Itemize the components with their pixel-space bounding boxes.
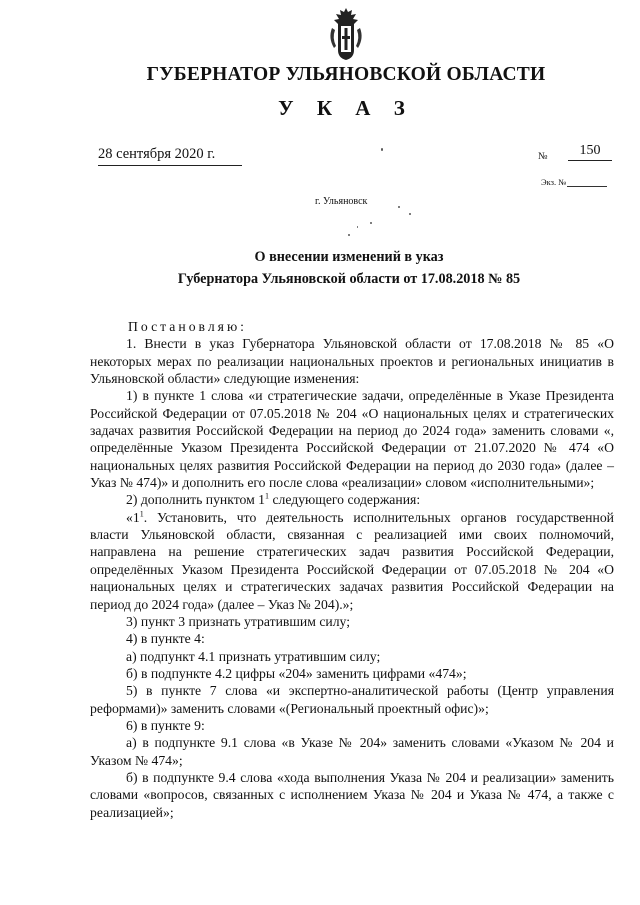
paragraph-1-2: 2) дополнить пунктом $1^1$ следующего содержания: bbox=[126, 491, 421, 508]
scan-speck bbox=[381, 148, 383, 151]
document-subject bbox=[0, 246, 640, 290]
ulyanovsk-coat-of-arms-icon bbox=[326, 6, 366, 62]
city: г. Ульяновск bbox=[315, 196, 368, 207]
paragraph-1-5: 5) в пункте 7 слова «и экспертно-аналитической работы (Центр управления реформами)» заменить словами «(Региональный проектный офис)»; bbox=[90, 683, 614, 716]
document-number: 150 bbox=[568, 143, 612, 161]
paragraph-new-clause: «$1^1$. Установить, что деятельность исполнительных органов государственной власти Ульяновской области, связанная с реализацией ими своих полномочий, направлена на решение стратегических задач развития Российской Федерации, определённых Указом Президента Российской Федерации от 07.05.2018 № 204 «О национальных целях и стратегических задачах развития Российской Федерации на период до 2024 года» (далее – Указ № 204).»; bbox=[90, 509, 614, 612]
authority-title: ГУБЕРНАТОР УЛЬЯНОВСКОЙ ОБЛАСТИ bbox=[146, 64, 546, 85]
copy-number-blank bbox=[567, 186, 607, 187]
copy-label: Экз. № bbox=[541, 177, 567, 187]
paragraph-1-6: 6) в пункте 9: bbox=[126, 717, 205, 733]
document-date: 28 сентября 2020 г. bbox=[98, 146, 216, 162]
scan-speck bbox=[409, 213, 411, 215]
paragraph-1-6-a: а) в подпункте 9.1 слова «в Указе № 204» заменить словами «Указом № 204 и Указом № 474»; bbox=[90, 735, 614, 768]
scan-speck bbox=[370, 222, 372, 224]
paragraph-1-1: 1) в пункте 1 слова «и стратегические задачи, определённые в Указе Президента Российской Федерации от 07.05.2018 № 204 «О национальных целях и стратегических задачах развития Российской Федерации на период до 2024 года» заменить словами «, определённые Указом Президента Российской Федерации от 21.07.2020 № 474 «О национальных целях развития Российской Федерации на период до 2030 года» (далее – Указ № 474)» и дополнить его после слова «реализации» словом «исполнительными»; bbox=[90, 388, 614, 491]
scan-speck bbox=[398, 206, 400, 208]
number-label: № bbox=[538, 151, 548, 162]
document-body bbox=[90, 318, 614, 821]
scan-speck bbox=[357, 226, 358, 228]
paragraph-1-4-b: б) в подпункте 4.2 цифры «204» заменить цифрами «474»; bbox=[126, 665, 467, 681]
subject-line-2: Губернатора Ульяновской области от 17.08.2018 № 85 bbox=[177, 271, 521, 287]
postanovlyayu: Постановляю: bbox=[128, 319, 247, 334]
copy-number bbox=[541, 177, 607, 187]
subject-line-1: О внесении изменений в указ bbox=[254, 249, 444, 265]
paragraph-1-6-b: б) в подпункте 9.4 слова «хода выполнения Указа № 204 и реализации» заменить словами «вопросов, связанных с исполнением Указа № 204 и Указа № 474, а также с реализацией»; bbox=[90, 769, 614, 820]
paragraph-1-3: 3) пункт 3 признать утратившим силу; bbox=[126, 613, 351, 629]
document-type: У К А З bbox=[278, 96, 414, 120]
date-underline bbox=[98, 165, 242, 166]
paragraph-1-4-a: а) подпункт 4.1 признать утратившим силу; bbox=[126, 648, 381, 664]
paragraph-1-4: 4) в пункте 4: bbox=[126, 631, 205, 647]
scan-speck bbox=[348, 234, 350, 236]
paragraph-1: 1. Внести в указ Губернатора Ульяновской области от 17.08.2018 № 85 «О некоторых мерах по реализации национальных проектов и региональных инициатив в Ульяновской области» следующие изменения: bbox=[90, 336, 614, 387]
